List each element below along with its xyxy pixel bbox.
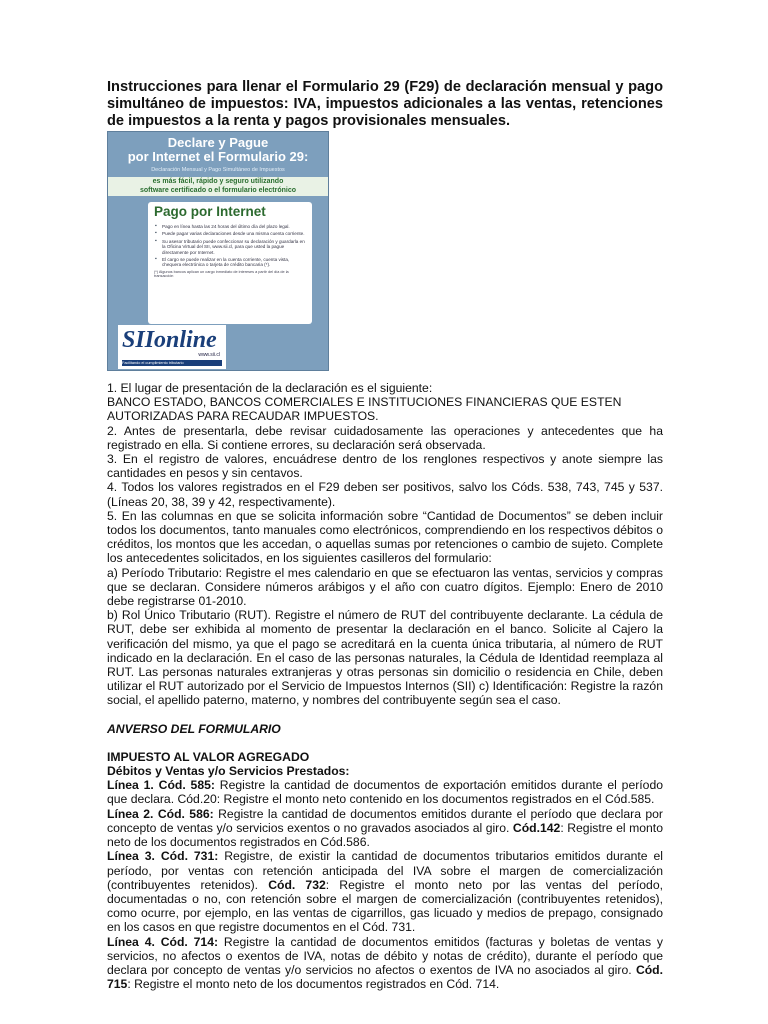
brochure-headline-line-2: por Internet el Formulario 29: <box>127 149 309 164</box>
paragraph-5: 5. En las columnas en que se solicita información sobre “Cantidad de Documentos” se deben incluir todos los documentos, tanto manuales como electrónicos, comprendiendo en los respectivos débitos o créditos, los montos que les accedan, o aquellas sumas por retenciones o cambio de sujeto. Complete los antecedentes solicitados, en los siguientes casilleros del formulario: <box>107 508 663 566</box>
line-3-label: Línea 3. Cód. 731: <box>107 849 219 864</box>
spacer <box>107 708 663 722</box>
brochure-panel <box>148 202 312 324</box>
line-4-text: Registre la cantidad de documentos emitidos (facturas y boletas de ventas y servicios, no afectos o exentos de IVA, notas de débito y notas de crédito), durante el período que declara por concepto de ventas y/o servicios no afectos o exentos de IVA no asociados al giro. <box>107 934 663 977</box>
line-2-code: Cód.142 <box>512 820 561 835</box>
line-3-paragraph <box>107 849 663 934</box>
brochure-stripe <box>108 177 328 196</box>
line-3-code: Cód. 732 <box>268 877 326 892</box>
brochure-footnote: (*) Algunos bancos aplican un cargo inmediato de intereses a partir del día de la transacción <box>154 269 289 279</box>
brochure-bullet: ▪ Puede pagar varias declaraciones desde una misma cuenta corriente. <box>154 231 306 236</box>
brochure-bullet: ▪ El cargo se puede realizar en la cuenta corriente, cuenta vista, chequera electrónica o tarjeta de crédito bancaria (*). <box>154 257 306 268</box>
paragraph-1: 1. El lugar de presentación de la declaración es el siguiente: <box>107 381 433 395</box>
paragraph-4: 4. Todos los valores registrados en el F29 deben ser positivos, salvo los Códs. 538, 743, 745 y 537. (Líneas 20, 38, 39 y 42, respectivamente). <box>107 480 663 509</box>
line-1-paragraph <box>107 778 663 806</box>
line-1-label: Línea 1. Cód. 585: <box>107 778 215 793</box>
logo-tagline: Facilitando el cumplimiento tributario <box>122 360 222 366</box>
brochure-stripe-line-2: software certificado o el formulario electrónico <box>140 187 296 194</box>
heading-debitos: Débitos y Ventas y/o Servicios Prestados: <box>107 764 350 779</box>
section-title-anverso: ANVERSO DEL FORMULARIO <box>107 721 281 736</box>
line-2-label: Línea 2. Cód. 586: <box>107 806 214 821</box>
line-4-label: Línea 4. Cód. 714: <box>107 934 219 949</box>
document-body <box>107 381 663 991</box>
brochure-bullet-list <box>154 224 306 268</box>
brochure-headline-line-1: Declare y Pague <box>167 135 269 150</box>
line-3-text-2: : Registre el monto neto por las ventas del período, documentadas o no, con retención sobre el margen de comercialización (contribuyentes retenidos), como ocurre, por ejemplo, en las ventas de cigarrillos, gas licuado y medios de prepago, consignado en los casos en que registre documentos en el Cód. 731. <box>107 877 663 935</box>
paragraph-1-banks: BANCO ESTADO, BANCOS COMERCIALES E INSTITUCIONES FINANCIERAS QUE ESTEN AUTORIZADAS PARA RECAUDAR IMPUESTOS. <box>107 395 622 424</box>
logo-wordmark: SIIonline <box>122 327 217 353</box>
line-1-text: Registre la cantidad de documentos de exportación emitidos durante el período que declara. Cód.20: Registre el monto neto contenido en los documentos registrados en el Cód.585. <box>107 778 663 807</box>
paragraph-b: b) Rol Único Tributario (RUT). Registre el número de RUT del contribuyente declarante. La cédula de RUT, debe ser exhibida al momento de presentar la declaración en el banco. Solicite al Cajero la verificación del mismo, ya que el pago se acreditará en la cuenta única tributaria, al número de RUT indicado en la declaración. En el caso de las personas naturales, la Cédula de Identidad reemplaza al RUT. Las personas naturales extranjeras y otras personas sin domicilio o residencia en Chile, deben utilizar el RUT autorizado por el Servicio de Impuestos Internos (SII) c) Identificación: Registre la razón social, el apellido paterno, materno, y nombres del contribuyente según sea el caso. <box>107 608 663 708</box>
brochure-panel-title: Pago por Internet <box>154 204 266 219</box>
line-4-paragraph <box>107 935 663 992</box>
line-2-text: Registre la cantidad de documentos emitidos durante el período que declara por concepto de ventas y/o servicios exentos o no gravados asociados al giro. <box>107 806 663 835</box>
document-title: Instrucciones para llenar el Formulario 29 (F29) de declaración mensual y pago simultáneo de impuestos: IVA, impuestos adicionales a las ventas, retenciones de impuestos a la renta y pagos provisionales mensuales. <box>107 79 663 129</box>
line-2-text-2: : Registre el monto neto de los documentos registrados en Cód.586. <box>107 820 663 850</box>
paragraph-3: 3. En el registro de valores, encuádrese dentro de los renglones respectivos y anote siempre las cantidades en pesos y sin centavos. <box>107 452 663 481</box>
brochure-headline <box>108 136 328 164</box>
line-4-text-2: : Registre el monto neto de los documentos registrados en Cód. 714. <box>127 977 500 992</box>
line-2-paragraph <box>107 807 663 850</box>
paragraph-a: a) Período Tributario: Registre el mes calendario en que se efectuaron las ventas, servicios y compras que se declaran. Considere números arábigos y el año con cuatro dígitos. Ejemplo: Enero de 2010 debe registrarse 01-2010. <box>107 565 663 609</box>
logo-url: www.sii.cl <box>198 352 220 358</box>
paragraph-2: 2. Antes de presentarla, debe revisar cuidadosamente las operaciones y antecedentes que ha registrado en ella. Si contiene errores, su declaración será observada. <box>107 423 663 452</box>
brochure-stripe-line-1: es más fácil, rápido y seguro utilizando <box>152 178 284 185</box>
spacer <box>107 736 663 750</box>
brochure-bullet: ▪ Pago en línea hasta las 24 horas del último día del plazo legal. <box>154 224 306 229</box>
line-3-text: Registre, de existir la cantidad de documentos tributarios emitidos durante el período, por ventas con retención anticipada del IVA sobre el margen de comercialización (contribuyentes retenidos). <box>107 849 664 892</box>
brochure-subtitle: Declaración Mensual y Pago Simultáneo de Impuestos <box>151 167 285 173</box>
brochure-bullet: ▪ Su asesor tributario puede confeccionar su declaración y guardarla en la Oficina Virtual del SII, www.sii.cl, para que usted la pague directamente por Internet. <box>154 239 306 255</box>
line-4-code: Cód. 715 <box>107 962 664 992</box>
sii-brochure-image <box>107 131 329 371</box>
heading-iva: IMPUESTO AL VALOR AGREGADO <box>107 749 310 764</box>
sii-online-logo <box>118 325 226 369</box>
